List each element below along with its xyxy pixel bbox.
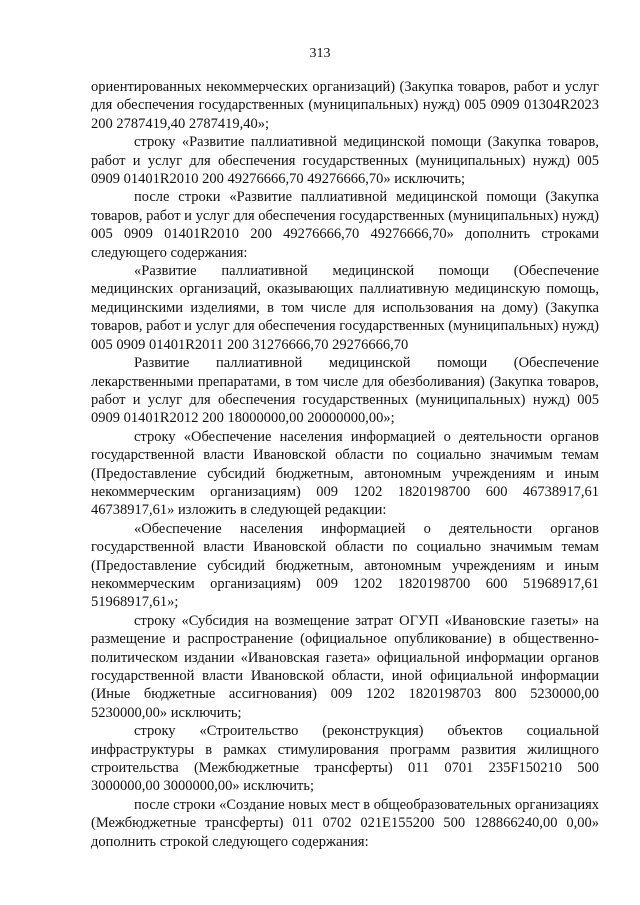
- document-body: [91, 78, 599, 851]
- paragraph-9: строку «Строительство (реконструкция) объектов социальной инфраструктуры в рамках стимулирования программ развития жилищного строительства (Межбюджетные трансферты) 011 0701 235F150210 500 3000000,00 3000000,00» исключить;: [91, 723, 599, 795]
- paragraph-3: после строки «Развитие паллиативной медицинской помощи (Закупка товаров, работ и услуг для обеспечения государственных (муниципальных) нужд) 005 0909 01401R2010 200 49276666,70 49276666,70» дополнить строками следующего содержания:: [91, 189, 599, 261]
- paragraph-4: «Развитие паллиативной медицинской помощи (Обеспечение медицинских организаций, оказывающих паллиативную медицинскую помощь, медицинскими изделиями, в том числе для использования на дому) (Закупка товаров, работ и услуг для обеспечения государственных (муниципальных) нужд) 005 0909 01401R2011 200 31276666,70 29276666,70: [91, 263, 599, 353]
- paragraph-5: Развитие паллиативной медицинской помощи (Обеспечение лекарственными препаратами, в том числе для обезболивания) (Закупка товаров, работ и услуг для обеспечения государственных (муниципальных) нужд) 005 0909 01401R2012 200 18000000,00 20000000,00»;: [91, 355, 599, 427]
- paragraph-10: после строки «Создание новых мест в общеобразовательных организациях (Межбюджетные трансферты) 011 0702 021E155200 500 128866240,00 0,00» дополнить строкой следующего содержания:: [91, 796, 599, 850]
- page-number: 313: [309, 46, 331, 61]
- paragraph-6: строку «Обеспечение населения информацией о деятельности органов государственной власти Ивановской области по социально значимым темам (Предоставление субсидий бюджетным, автономным учреждениям и иным некоммерческим организациям) 009 1202 1820198700 600 46738917,61 46738917,61» изложить в следующей редакции:: [91, 428, 599, 519]
- paragraph-7: «Обеспечение населения информацией о деятельности органов государственной власти Ивановской области по социально значимым темам (Предоставление субсидий бюджетным, автономным учреждениям и иным некоммерческим организациям) 009 1202 1820198700 600 51968917,61 51968917,61»;: [91, 520, 599, 611]
- paragraph-8: строку «Субсидия на возмещение затрат ОГУП «Ивановские газеты» на размещение и распространение (официальное опубликование) в общественно-политическом издании «Ивановская газета» официальной информации органов государственной власти Ивановской области, иной официальной информации (Иные бюджетные ассигнования) 009 1202 1820198703 800 5230000,00 5230000,00» исключить;: [91, 612, 599, 721]
- paragraph-2: строку «Развитие паллиативной медицинской помощи (Закупка товаров, работ и услуг для обеспечения государственных (муниципальных) нужд) 005 0909 01401R2010 200 49276666,70 49276666,70» исключить;: [91, 134, 599, 188]
- paragraph-1: ориентированных некоммерческих организаций) (Закупка товаров, работ и услуг для обеспечения государственных (муниципальных) нужд) 005 0909 01304R2023 200 2787419,40 2787419,40»;: [91, 79, 599, 132]
